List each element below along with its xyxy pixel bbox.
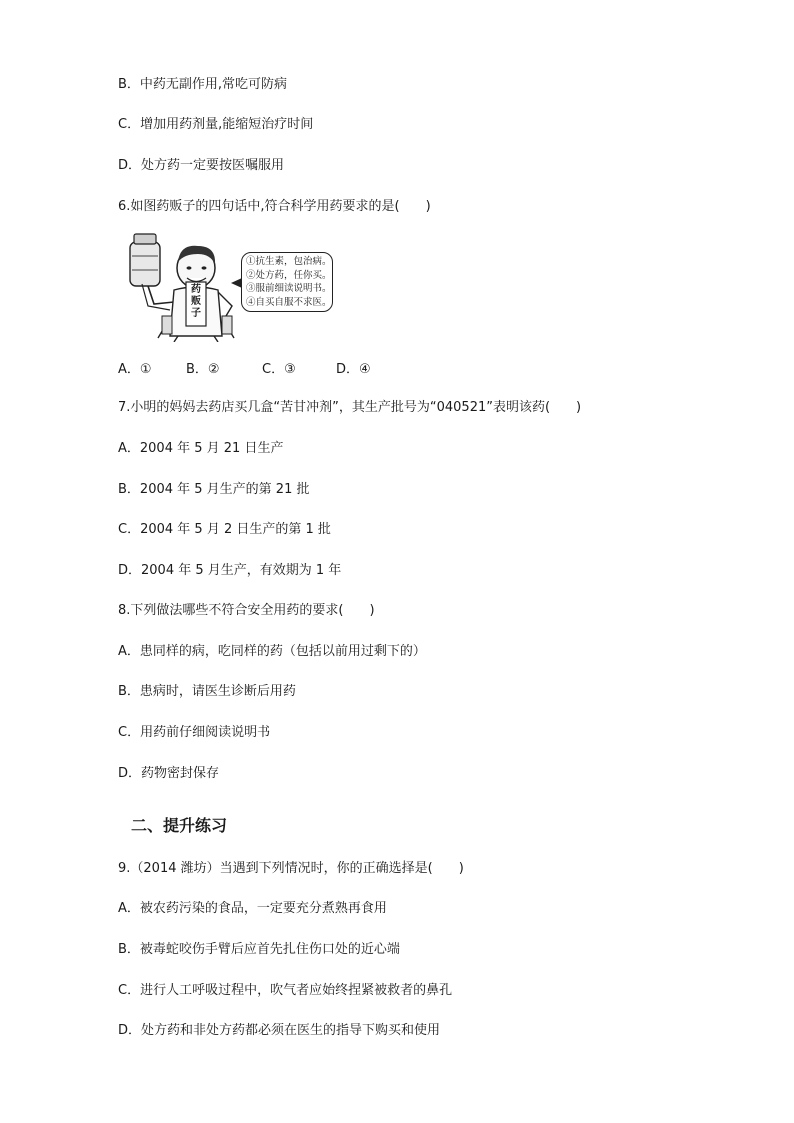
- q8-option-a: A．患同样的病，吃同样的药（包括以前用过剩下的）: [118, 644, 426, 659]
- bubble-line-3: ③服前细读说明书。: [246, 283, 332, 294]
- question-6: 6.如图药贩子的四句话中,符合科学用药要求的是( ): [118, 199, 431, 214]
- q6-option-a: A．①: [118, 362, 152, 377]
- q9-option-c: C．进行人工呼吸过程中，吹气者应始终捏紧被救者的鼻孔: [118, 983, 453, 998]
- drug-vendor-figure: [118, 232, 338, 342]
- speech-bubble: [241, 252, 333, 312]
- q8-option-c: C．用药前仔细阅读说明书: [118, 725, 271, 740]
- q9-option-d: D．处方药和非处方药都必须在医生的指导下购买和使用: [118, 1023, 441, 1038]
- q8-option-b: B．患病时，请医生诊断后用药: [118, 684, 296, 699]
- medicine-bottle-icon: [130, 234, 160, 286]
- q6-option-c: C．③: [262, 362, 296, 377]
- q5-option-b: B．中药无副作用,常吃可防病: [118, 77, 288, 92]
- q8-option-d: D．药物密封保存: [118, 766, 220, 781]
- q7-option-a: A．2004 年 5 月 21 日生产: [118, 441, 284, 456]
- q6-option-b: B．②: [186, 362, 220, 377]
- q7-option-c: C．2004 年 5 月 2 日生产的第 1 批: [118, 522, 331, 537]
- q6-option-d: D．④: [336, 362, 371, 377]
- q9-option-b: B．被毒蛇咬伤手臂后应首先扎住伤口处的近心端: [118, 942, 400, 957]
- q7-option-b: B．2004 年 5 月生产的第 21 批: [118, 482, 310, 497]
- bubble-line-2: ②处方药，任你买。: [246, 269, 332, 281]
- q7-option-d: D．2004 年 5 月生产，有效期为 1 年: [118, 563, 342, 578]
- bubble-line-1: ①抗生素，包治病。: [246, 256, 332, 267]
- q5-option-c: C．增加用药剂量,能缩短治疗时间: [118, 117, 314, 132]
- q5-option-d: D．处方药一定要按医嘱服用: [118, 158, 285, 173]
- question-8: 8.下列做法哪些不符合安全用药的要求( ): [118, 603, 375, 618]
- question-9: 9.（2014 潍坊）当遇到下列情况时，你的正确选择是( ): [118, 861, 464, 876]
- question-7: 7.小明的妈妈去药店买几盒“苦甘冲剂”，其生产批号为“040521”表明该药( ): [118, 400, 582, 415]
- section-heading: 二、提升练习: [131, 816, 228, 835]
- vendor-label: 药贩子: [191, 284, 201, 319]
- bubble-line-4: ④自买自服不求医。: [246, 296, 332, 308]
- q9-option-a: A．被农药污染的食品，一定要充分煮熟再食用: [118, 901, 387, 916]
